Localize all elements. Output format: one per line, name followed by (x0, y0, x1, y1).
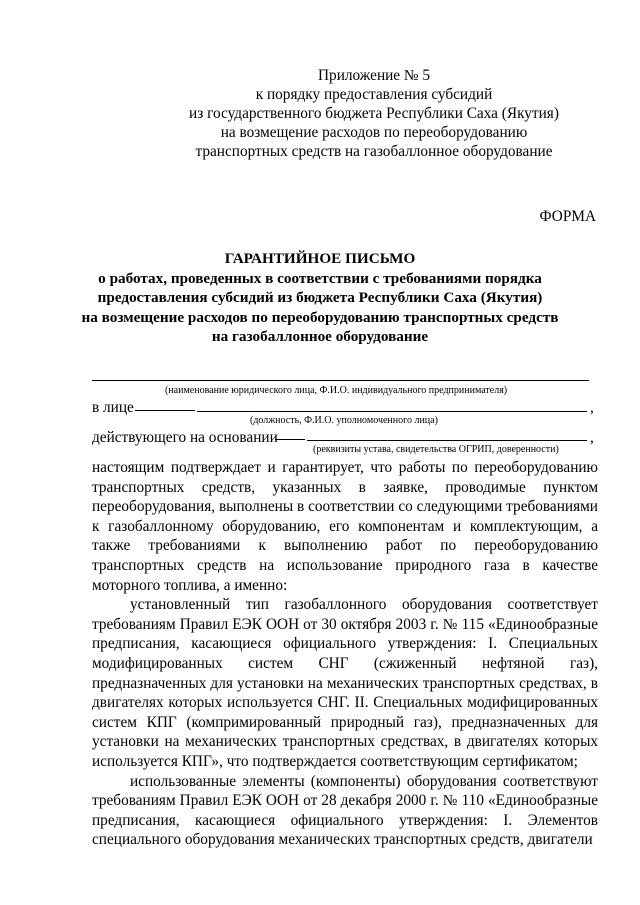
appendix-line: к порядку предоставления субсидий (255, 86, 493, 103)
form-label: ФОРМА (539, 208, 596, 225)
title-line: предоставления субсидий из бюджета Республики Саха (Якутия) (97, 289, 543, 306)
document-title (40, 249, 600, 347)
entity-name-caption: (наименование юридического лица, Ф.И.О. индивидуального предпринимателя) (165, 385, 508, 396)
title-line: о работах, проведенных в соответствии с требованиями порядка (98, 269, 542, 287)
appendix-line: Приложение № 5 (318, 67, 430, 84)
person-label: в лице (92, 399, 134, 416)
basis-comma: , (590, 429, 594, 446)
letter-body (92, 458, 598, 850)
appendix-header (150, 66, 598, 161)
appendix-line: из государственного бюджета Республики Саха (Якутия) (189, 105, 559, 122)
basis-caption: (реквизиты устава, свидетельства ОГРИП, доверенности) (313, 444, 559, 455)
title-line: на возмещение расходов по переоборудованию транспортных средств (81, 308, 559, 326)
person-line (197, 411, 587, 412)
appendix-line: транспортных средств на газобаллонное оборудование (195, 143, 553, 160)
body-paragraph: настоящим подтверждает и гарантирует, что работы по переоборудованию транспортных средств, указанных в заявке, проводимые пунктом переоборудования, выполнены в соответствии со следующими требованиями к газобаллонному оборудованию, его компонентам и комплектующим, а также требованиями к выполнению работ по переоборудованию транспортных средств на использование природного газа в качестве моторного топлива, а именно: (92, 459, 598, 594)
basis-label: действующего на основании (92, 429, 278, 446)
basis-short-line (275, 439, 305, 440)
title-line: ГАРАНТИЙНОЕ ПИСЬМО (224, 250, 416, 267)
person-caption: (должность, Ф.И.О. уполномоченного лица) (250, 415, 438, 426)
title-line: на газобаллонное оборудование (211, 328, 429, 345)
appendix-line: на возмещение расходов по переоборудованию (220, 124, 528, 141)
basis-line (307, 440, 587, 441)
body-paragraph: использованные элементы (компоненты) оборудования соответствуют требованиям Правил ЕЭК ООН от 28 декабря 2000 г. № 110 «Единообразные предписания, касающиеся официального утверждения: I. Элементов специального оборудования механических транспортных средств, двигатели (92, 772, 598, 849)
person-comma: , (590, 399, 594, 416)
entity-name-line (92, 380, 589, 381)
person-short-line (135, 410, 195, 411)
body-paragraph: установленный тип газобаллонного оборудования соответствует требованиям Правил ЕЭК ООН от 30 октября 2003 г. № 115 «Единообразные предписания, касающиеся официального утверждения: I. Специальных модифицированных систем СНГ (сжиженный нефтяной газ), предназначенных для установки на механических транспортных средствах, в двигателях которых используется СНГ. II. Специальных модифицированных систем КПГ (компримированный природный газ), предназначенных для установки на механических транспортных средствах, в двигателях которых используется КПГ», что подтверждается соответствующим сертификатом; (92, 596, 598, 770)
